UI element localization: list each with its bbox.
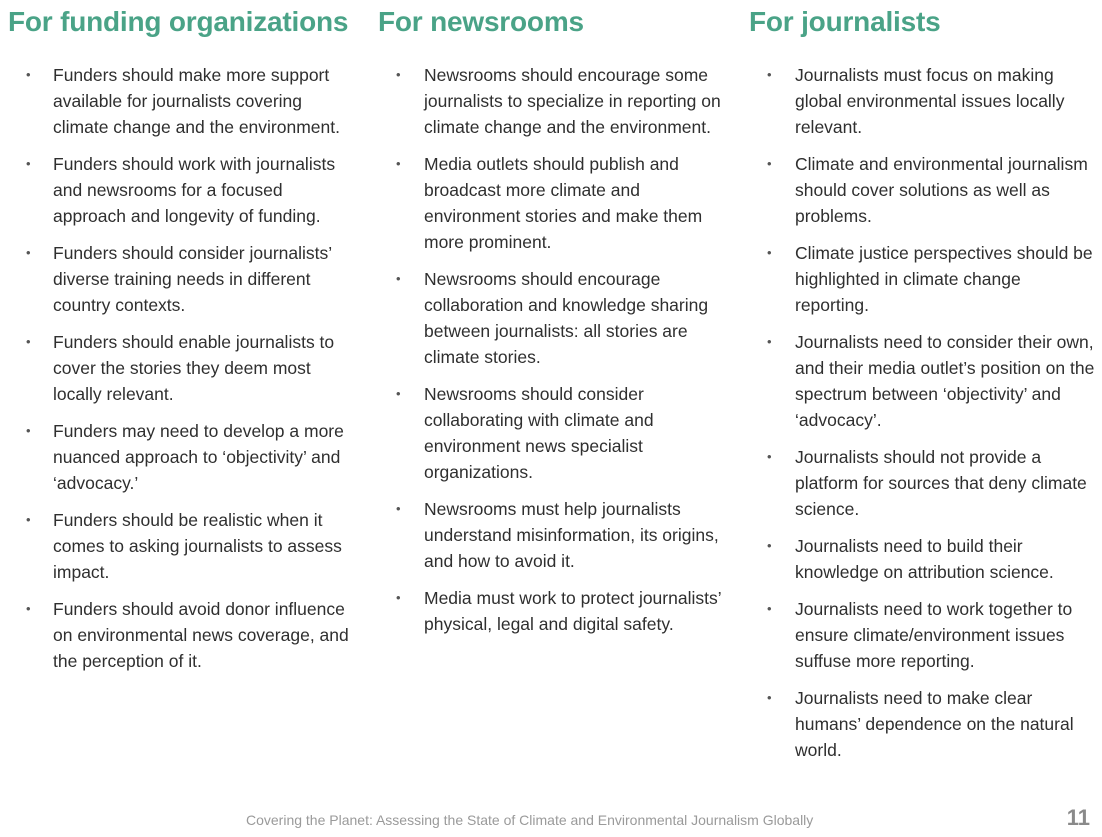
list-item — [8, 151, 358, 229]
list-item-text: Journalists need to work together to ensure climate/environment issues suffuse more reporting. — [795, 599, 1073, 671]
bullet-icon: • — [396, 67, 401, 82]
recommendation-list — [8, 62, 358, 674]
column-newsrooms — [378, 0, 723, 648]
bullet-icon: • — [767, 449, 772, 464]
list-item-text: Journalists need to build their knowledge on attribution science. — [795, 536, 1054, 582]
list-item-text: Media outlets should publish and broadcast more climate and environment stories and make them more prominent. — [424, 154, 703, 252]
bullet-icon: • — [26, 245, 31, 260]
list-item — [378, 496, 723, 574]
list-item-text: Journalists must focus on making global environmental issues locally relevant. — [795, 65, 1065, 137]
list-item-text: Climate and environmental journalism should cover solutions as well as problems. — [795, 154, 1088, 226]
footer-title: Covering the Planet: Assessing the State of Climate and Environmental Journalism Globally — [246, 812, 814, 828]
list-item — [8, 62, 358, 140]
section-heading: For newsrooms — [378, 6, 584, 37]
list-item — [749, 685, 1099, 763]
list-item-text: Newsrooms should encourage some journalists to specialize in reporting on climate change and the environment. — [424, 65, 721, 137]
list-item — [749, 533, 1099, 585]
recommendation-list — [749, 62, 1099, 763]
list-item-text: Funders should enable journalists to cover the stories they deem most locally relevant. — [53, 332, 335, 404]
list-item-text: Journalists should not provide a platform for sources that deny climate science. — [795, 447, 1087, 519]
column-journalists — [749, 0, 1099, 774]
list-item-text: Journalists need to consider their own, and their media outlet’s position on the spectrum between ‘objectivity’ and ‘advocacy’. — [795, 332, 1095, 430]
list-item-text: Funders should make more support available for journalists covering climate change and the environment. — [53, 65, 340, 137]
bullet-icon: • — [767, 690, 772, 705]
list-item — [8, 507, 358, 585]
list-item — [378, 266, 723, 370]
list-item — [8, 596, 358, 674]
list-item — [749, 329, 1099, 433]
bullet-icon: • — [396, 386, 401, 401]
list-item — [378, 62, 723, 140]
list-item — [749, 151, 1099, 229]
list-item-text: Newsrooms must help journalists understand misinformation, its origins, and how to avoid it. — [424, 499, 719, 571]
list-item-text: Funders should consider journalists’ diverse training needs in different country contexts. — [53, 243, 332, 315]
section-heading: For funding organizations — [8, 6, 349, 37]
bullet-icon: • — [396, 156, 401, 171]
list-item — [749, 596, 1099, 674]
list-item — [8, 418, 358, 496]
list-item-text: Newsrooms should consider collaborating with climate and environment news specialist organizations. — [424, 384, 654, 482]
list-item-text: Media must work to protect journalists’ physical, legal and digital safety. — [424, 588, 721, 634]
list-item — [378, 381, 723, 485]
list-item — [8, 329, 358, 407]
bullet-icon: • — [767, 538, 772, 553]
list-item — [8, 240, 358, 318]
column-funding-organizations — [8, 0, 358, 685]
bullet-icon: • — [26, 423, 31, 438]
list-item-text: Funders should avoid donor influence on environmental news coverage, and the perception of it. — [53, 599, 349, 671]
bullet-icon: • — [26, 156, 31, 171]
bullet-icon: • — [767, 67, 772, 82]
page-number: 11 — [1066, 805, 1090, 830]
bullet-icon: • — [767, 334, 772, 349]
list-item-text: Newsrooms should encourage collaboration and knowledge sharing between journalists: all stories are climate stories. — [424, 269, 709, 367]
bullet-icon: • — [396, 501, 401, 516]
list-item-text: Climate justice perspectives should be highlighted in climate change reporting. — [795, 243, 1093, 315]
bullet-icon: • — [767, 245, 772, 260]
list-item — [749, 62, 1099, 140]
list-item — [749, 444, 1099, 522]
list-item — [749, 240, 1099, 318]
list-item-text: Funders may need to develop a more nuanced approach to ‘objectivity’ and ‘advocacy.’ — [53, 421, 344, 493]
bullet-icon: • — [396, 590, 401, 605]
bullet-icon: • — [396, 271, 401, 286]
bullet-icon: • — [767, 156, 772, 171]
list-item-text: Funders should be realistic when it comes to asking journalists to assess impact. — [53, 510, 342, 582]
recommendation-list — [378, 62, 723, 637]
bullet-icon: • — [767, 601, 772, 616]
section-heading: For journalists — [749, 6, 941, 37]
list-item-text: Journalists need to make clear humans’ dependence on the natural world. — [795, 688, 1074, 760]
bullet-icon: • — [26, 601, 31, 616]
list-item — [378, 585, 723, 637]
bullet-icon: • — [26, 512, 31, 527]
bullet-icon: • — [26, 334, 31, 349]
list-item-text: Funders should work with journalists and newsrooms for a focused approach and longevity of funding. — [53, 154, 336, 226]
list-item — [378, 151, 723, 255]
bullet-icon: • — [26, 67, 31, 82]
